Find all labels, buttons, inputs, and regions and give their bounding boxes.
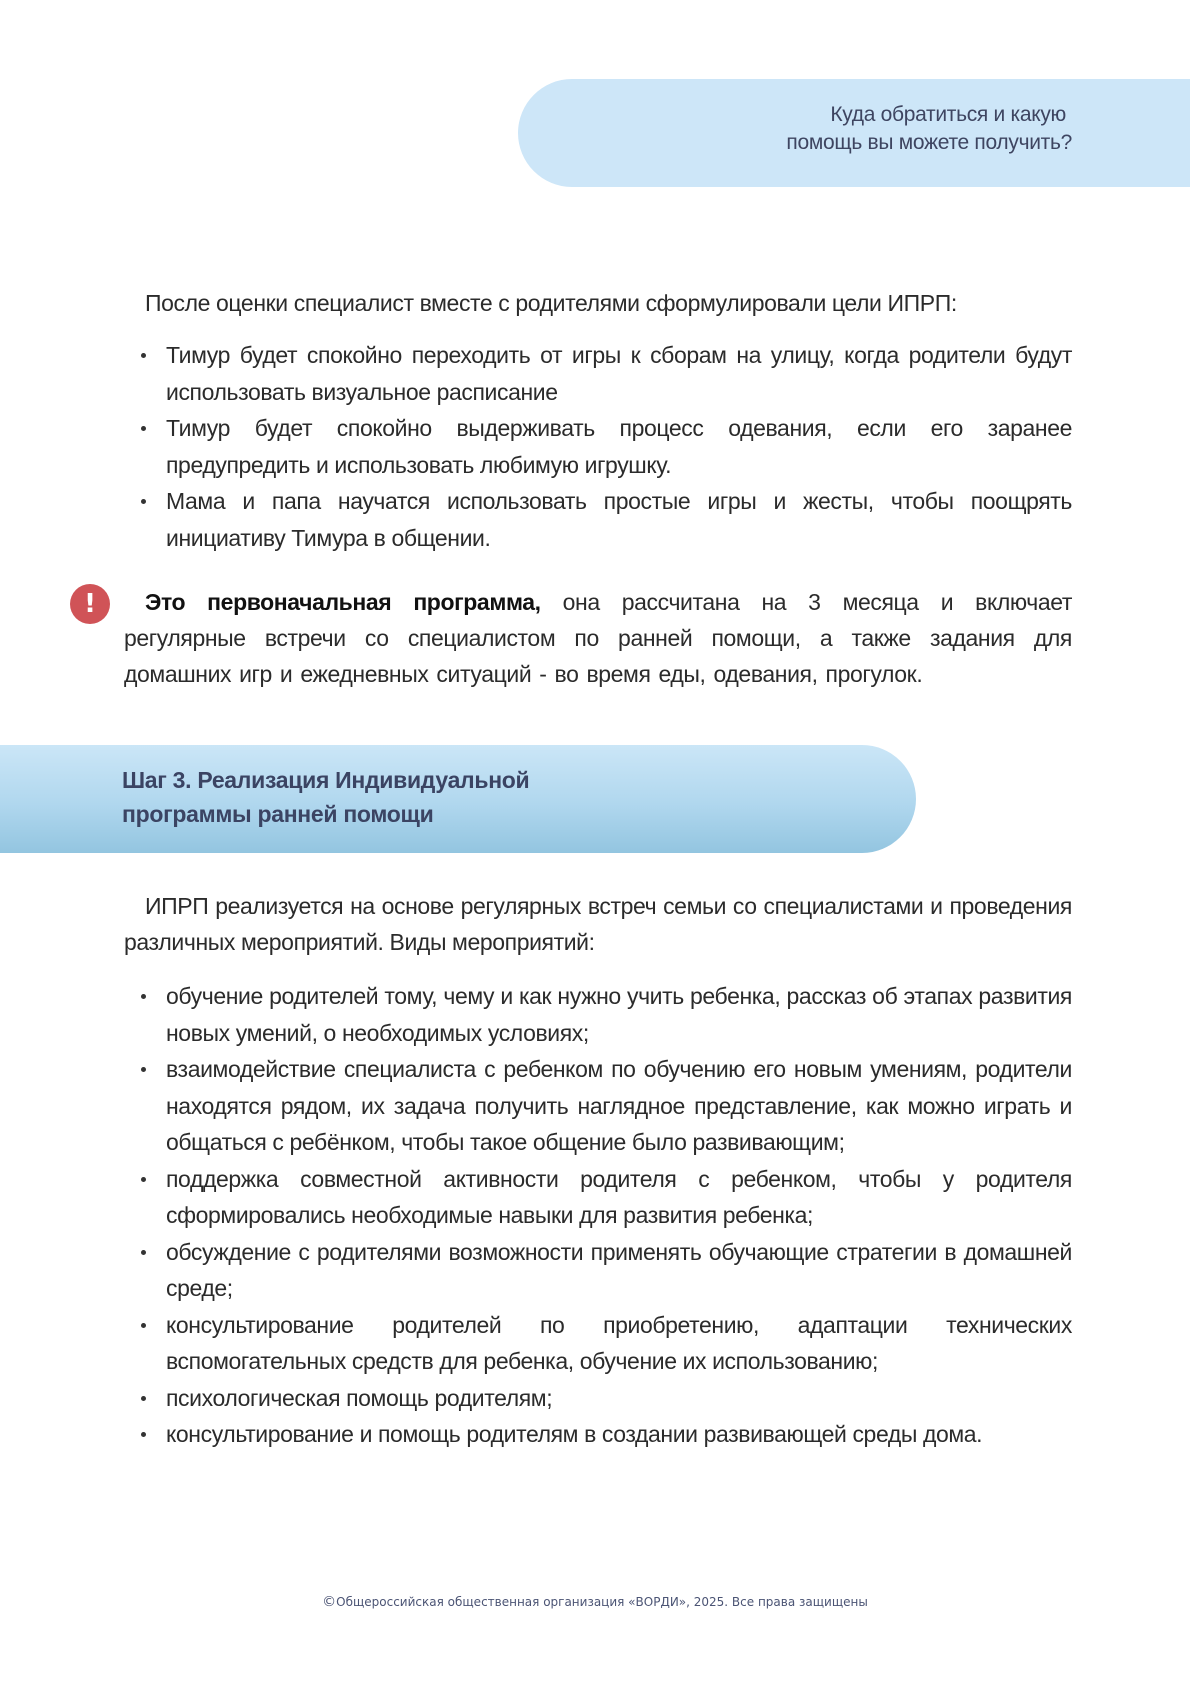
activity-item: взаимодействие специалиста с ребенком по обучению его новым умениям, родители находятся рядом, их задача получить наглядное представление, как можно играть и общаться с ребёнком, чтобы такое общение было развивающим; <box>124 1051 1072 1161</box>
note-paragraph <box>124 584 1072 692</box>
bullet-icon <box>141 1432 146 1437</box>
goal-item: Мама и папа научатся использовать простые игры и жесты, чтобы поощрять инициативу Тимура в общении. <box>124 483 1072 556</box>
bullet-icon <box>141 1250 146 1255</box>
footer-text: Общероссийская общественная организация «ВОРДИ», 2025. Все права защищены <box>336 1595 868 1609</box>
footer-copyright <box>0 1594 1190 1610</box>
activity-item: консультирование и помощь родителям в создании развивающей среды дома. <box>124 1416 1072 1453</box>
goals-section <box>124 285 1072 556</box>
activity-item: психологическая помощь родителям; <box>124 1380 1072 1417</box>
bullet-icon <box>141 353 146 358</box>
bullet-icon <box>141 499 146 504</box>
goal-item: Тимур будет спокойно переходить от игры к сборам на улицу, когда родители будут использовать визуальное расписание <box>124 337 1072 410</box>
exclamation-icon: ! <box>70 584 110 624</box>
bullet-icon <box>141 1323 146 1328</box>
note-section <box>124 584 1072 692</box>
goals-list <box>124 337 1072 556</box>
header-banner <box>518 79 1190 187</box>
copyright-icon: © <box>322 1594 337 1610</box>
bullet-icon <box>141 994 146 999</box>
activities-section <box>124 888 1072 1453</box>
header-title-line2: помощь вы можете получить? <box>786 131 1072 154</box>
step-title <box>122 763 529 831</box>
goal-item: Тимур будет спокойно выдерживать процесс одевания, если его заранее предупредить и использовать любимую игрушку. <box>124 410 1072 483</box>
activity-item: обучение родителей тому, чему и как нужно учить ребенка, рассказ об этапах развития новых умений, о необходимых условиях; <box>124 978 1072 1051</box>
step-title-line2: программы ранней помощи <box>122 801 434 827</box>
activities-list <box>124 978 1072 1453</box>
note-text: она рассчитана на 3 месяца и включает регулярные встречи со специалистом по ранней помощи, а также задания для домашних игр и ежедневных ситуаций - во время еды, одевания, прогулок. <box>124 589 1072 687</box>
bullet-icon <box>141 1396 146 1401</box>
bullet-icon <box>141 1177 146 1182</box>
header-title <box>786 101 1072 157</box>
note-bold-text: Это первоначальная программа, <box>145 589 541 615</box>
activities-intro: ИПРП реализуется на основе регулярных встреч семьи со специалистами и проведения различных мероприятий. Виды мероприятий: <box>124 893 1072 955</box>
bullet-icon <box>141 426 146 431</box>
activity-item: консультирование родителей по приобретению, адаптации технических вспомогательных средств для ребенка, обучение их использованию; <box>124 1307 1072 1380</box>
header-title-line1: Куда обратиться и какую <box>830 103 1066 126</box>
step-banner <box>0 745 916 853</box>
activity-item: обсуждение с родителями возможности применять обучающие стратегии в домашней среде; <box>124 1234 1072 1307</box>
step-title-line1: Шаг 3. Реализация Индивидуальной <box>122 767 530 793</box>
activity-item: поддержка совместной активности родителя с ребенком, чтобы у родителя сформировались необходимые навыки для развития ребенка; <box>124 1161 1072 1234</box>
bullet-icon <box>141 1067 146 1072</box>
goals-intro: После оценки специалист вместе с родителями сформулировали цели ИПРП: <box>145 290 957 316</box>
